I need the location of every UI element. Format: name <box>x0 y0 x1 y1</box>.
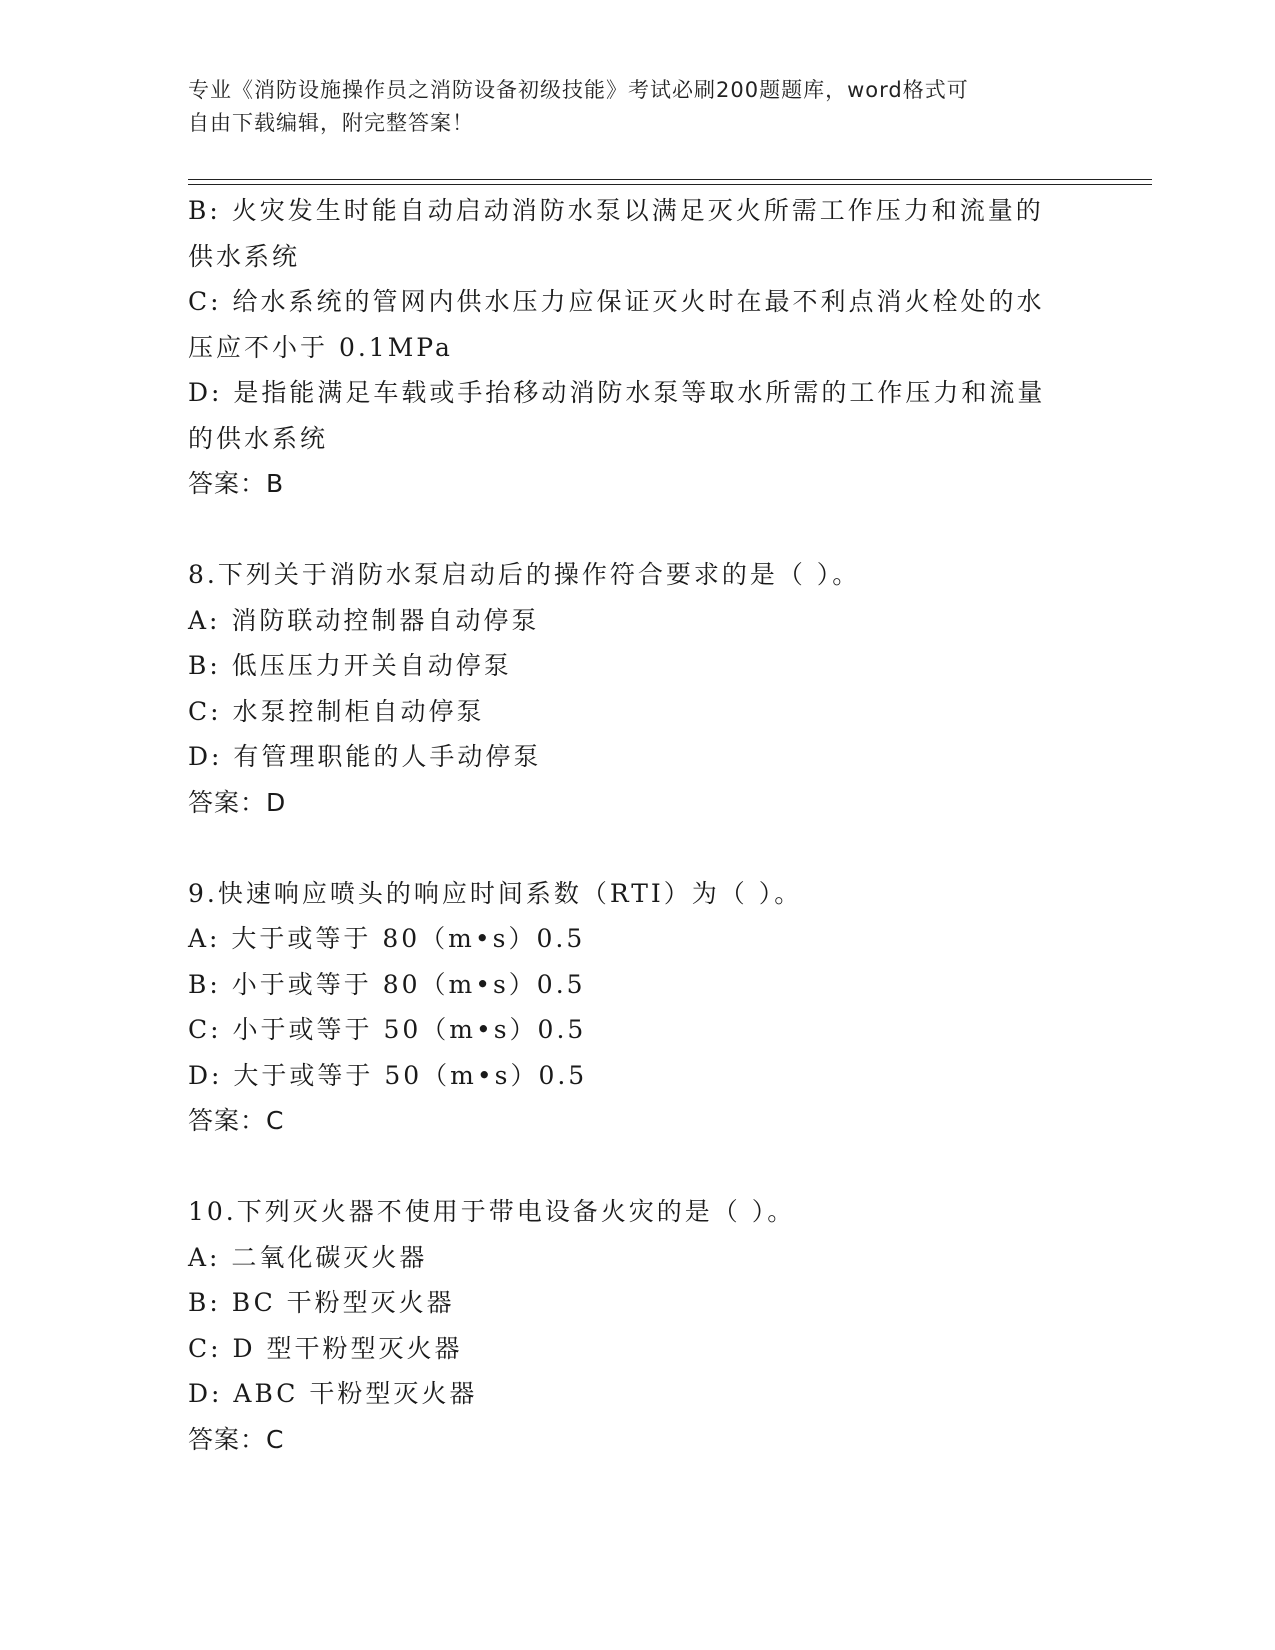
q9-answer: 答案：C <box>188 1106 285 1135</box>
q9-option-a: A: 大于或等于 80（m•s）0.5 <box>188 924 586 953</box>
q7-option-c-line2: 压应不小于 0.1MPa <box>188 332 453 362</box>
header-rule-bottom <box>188 184 1152 185</box>
q9-question: 9.快速响应喷头的响应时间系数（RTI）为（ ）。 <box>188 878 803 908</box>
q10-option-a: A: 二氧化碳灭火器 <box>188 1242 428 1272</box>
q10-question: 10.下列灭火器不使用于带电设备火灾的是（ ）。 <box>188 1197 796 1226</box>
question-8-block <box>188 552 1088 825</box>
q7-option-d-line2: 的供水系统 <box>188 423 329 453</box>
spacer <box>188 825 1088 871</box>
q8-option-a: A: 消防联动控制器自动停泵 <box>188 605 540 635</box>
header-rule-top <box>188 179 1152 180</box>
q8-option-c: C: 水泵控制柜自动停泵 <box>188 696 485 726</box>
question-10-block <box>188 1189 1088 1462</box>
q7-option-c-line1: C: 给水系统的管网内供水压力应保证灭火时在最不利点消火栓处的水 <box>188 287 1045 316</box>
q7-option-d-line1: D: 是指能满足车载或手抬移动消防水泵等取水所需的工作压力和流量 <box>188 378 1046 407</box>
question-9-block <box>188 871 1088 1144</box>
q7-option-b-line2: 供水系统 <box>188 241 301 271</box>
q8-option-b: B: 低压压力开关自动停泵 <box>188 651 512 680</box>
q10-option-d: D: ABC 干粉型灭火器 <box>188 1379 478 1408</box>
header-line-2: 自由下载编辑，附完整答案！ <box>188 111 474 135</box>
q10-answer: 答案：C <box>188 1424 285 1454</box>
q10-option-b: B: BC 干粉型灭火器 <box>188 1288 455 1317</box>
spacer <box>188 1144 1088 1190</box>
q9-option-c: C: 小于或等于 50（m•s）0.5 <box>188 1015 587 1044</box>
header-line-1: 专业《消防设施操作员之消防设备初级技能》考试必刷200题题库，word格式可 <box>188 78 969 102</box>
q8-question: 8.下列关于消防水泵启动后的操作符合要求的是（ ）。 <box>188 560 861 589</box>
spacer <box>188 507 1088 553</box>
document-header <box>188 74 1068 140</box>
q9-option-b: B: 小于或等于 80（m•s）0.5 <box>188 969 586 999</box>
q7-answer: 答案：B <box>188 469 285 498</box>
q10-option-c: C: D 型干粉型灭火器 <box>188 1333 463 1363</box>
q9-option-d: D: 大于或等于 50（m•s）0.5 <box>188 1060 588 1090</box>
q8-answer: 答案：D <box>188 787 287 817</box>
question-list <box>188 188 1088 1462</box>
q7-option-b-line1: B: 火灾发生时能自动启动消防水泵以满足灭火所需工作压力和流量的 <box>188 196 1044 225</box>
q8-option-d: D: 有管理职能的人手动停泵 <box>188 742 542 771</box>
question-7-block <box>188 188 1088 507</box>
